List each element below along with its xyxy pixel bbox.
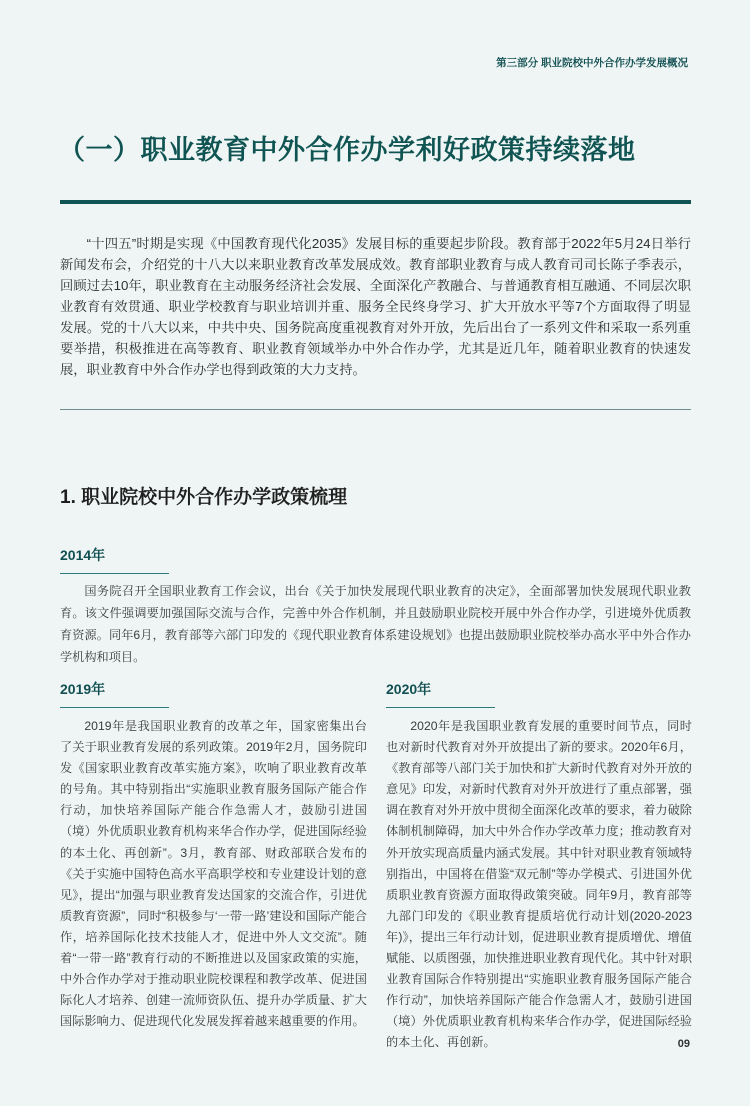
intro-paragraph: “十四五”时期是实现《中国教育现代化2035》发展目标的重要起步阶段。教育部于2022年5月24日举行新闻发布会，介绍党的十八大以来职业教育改革发展成效。教育部职业教育与成人教育司司长陈子季表示，回顾过去10年，职业教育在主动服务经济社会发展、全面深化产教融合、与普通教育相互融通、不同层次职业教育有效贯通、职业学校教育与职业培训并重、服务全民终身学习、扩大开放水平等7个方面取得了明显发展。党的十八大以来，中共中央、国务院高度重视教育对外开放，先后出台了一系列文件和采取一系列重要举措，积极推进在高等教育、职业教育领域举办中外合作办学，尤其是近几年，随着职业教育的快速发展，职业教育中外合作办学也得到政策的大力支持。 bbox=[60, 236, 691, 377]
year-heading-2014: 2014年 bbox=[60, 547, 106, 563]
paragraph-2019: 2019年是我国职业教育的改革之年，国家密集出台了关于职业教育发展的系列政策。2019年2月，国务院印发《国家职业教育改革实施方案》，吹响了职业教育改革的号角。其中特别指出“实施职业教育服务国际产能合作行动，加快培养国际产能合作急需人才，鼓励引进国（境）外优质职业教育机构来华合作办学，促进国际经验的本土化、再创新”。3月，教育部、财政部联合发布的《关于实施中国特色高水平高职学校和专业建设计划的意见》，提出“加强与职业教育发达国家的交流合作，引进优质教育资源”，同时“积极参与‘一带一路’建设和国际产能合作，培养国际化技术技能人才，促进中外人文交流”。随着“一带一路”教育行动的不断推进以及国家政策的实施，中外合作办学对于推动职业院校课程和教学改革、促进国际化人才培养、创建一流师资队伍、提升办学质量、扩大国际影响力、促进现代化发展发挥着越来越重要的作用。 bbox=[60, 719, 367, 1029]
paragraph-2020: 2020年是我国职业教育发展的重要时间节点，同时也对新时代教育对外开放提出了新的要求。2020年6月，《教育部等八部门关于加快和扩大新时代教育对外开放的意见》印发，对新时代教育对外开放进行了重点部署，强调在教育对外开放中贯彻全面深化改革的要求，着力破除体制机制障碍，加大中外合作办学改革力度；推动教育对外开放实现高质量内涵式发展。其中针对职业教育领域特别指出，中国将在借鉴“双元制”等办学模式、引进国外优质职业教育资源方面取得政策突破。同年9月，教育部等九部门印发的《职业教育提质培优行动计划(2020-2023年)》，提出三年行动计划，促进职业教育提质增优、增值赋能、以质图强，加快推进职业教育现代化。其中针对职业教育国际合作特别提出“实施职业教育服务国际产能合作行动”，加快培养国际产能合作急需人才，鼓励引进国（境）外优质职业教育机构来华合作办学，促进国际经验的本土化、再创新。 bbox=[386, 719, 692, 1050]
year-heading-2020: 2020年 bbox=[386, 681, 432, 697]
year-underline bbox=[60, 707, 169, 708]
subsection-title: 1. 职业院校中外合作办学政策梳理 bbox=[60, 487, 348, 508]
running-header: 第三部分 职业院校中外合作办学发展概况 bbox=[496, 57, 688, 69]
year-underline bbox=[60, 573, 169, 574]
year-heading-2019: 2019年 bbox=[60, 681, 106, 697]
title-divider bbox=[60, 200, 691, 204]
section-title: （一）职业教育中外合作办学利好政策持续落地 bbox=[58, 135, 636, 165]
year-underline bbox=[386, 707, 495, 708]
paragraph-2014: 国务院召开全国职业教育工作会议，出台《关于加快发展现代职业教育的决定》，全面部署加快发展现代职业教育。该文件强调要加强国际交流与合作，完善中外合作机制，并且鼓励职业院校开展中外合作办学，引进境外优质教育资源。同年6月，教育部等六部门印发的《现代职业教育体系建设规划》也提出鼓励职业院校举办高水平中外合作办学机构和项目。 bbox=[60, 584, 691, 664]
page-number: 09 bbox=[677, 1038, 690, 1050]
divider bbox=[60, 409, 691, 410]
